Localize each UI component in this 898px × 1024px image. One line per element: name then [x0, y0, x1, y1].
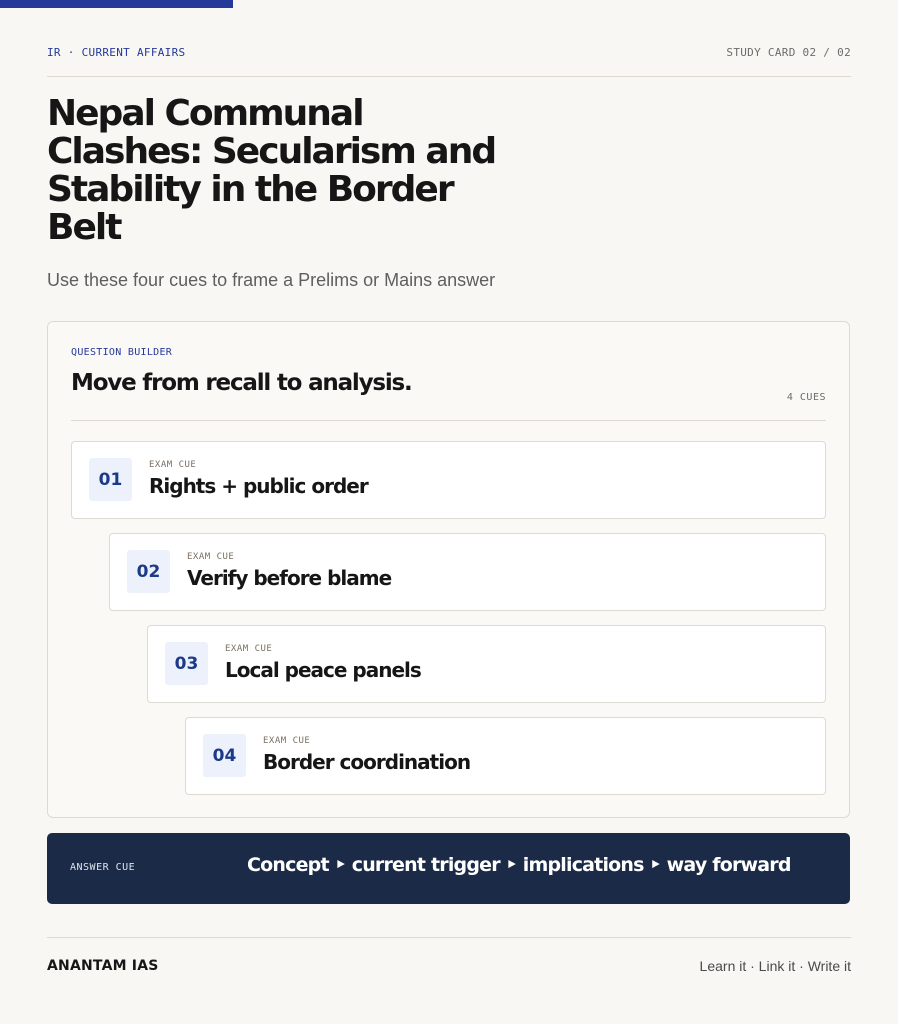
- footer-tagline: Learn it · Link it · Write it: [699, 958, 851, 974]
- cue-card-01: [71, 441, 826, 519]
- cue-label: EXAM CUE: [263, 736, 311, 746]
- cue-label: EXAM CUE: [225, 644, 273, 654]
- cue-number-badge: 02: [127, 550, 170, 593]
- cue-card-02: [109, 533, 826, 611]
- answer-cue-label: ANSWER CUE: [70, 862, 136, 873]
- cue-card-03: [147, 625, 826, 703]
- cue-text: Local peace panels: [225, 658, 421, 682]
- cue-text: Border coordination: [263, 750, 471, 774]
- cue-card-04: [185, 717, 826, 795]
- cue-number-badge: 01: [89, 458, 132, 501]
- top-accent-bar: [0, 0, 233, 8]
- divider: [71, 420, 826, 421]
- cue-label: EXAM CUE: [187, 552, 235, 562]
- page-subtitle: Use these four cues to frame a Prelims or Mains answer: [47, 270, 496, 290]
- brand-name: ANANTAM IAS: [47, 958, 159, 974]
- cue-label: EXAM CUE: [149, 460, 197, 470]
- cue-text: Rights + public order: [149, 474, 368, 498]
- page-title: Nepal Communal Clashes: Secularism and Stability in the Border Belt: [47, 93, 496, 248]
- cue-text: Verify before blame: [187, 566, 392, 590]
- footer-divider: [47, 937, 851, 938]
- card-number: STUDY CARD 02 / 02: [726, 46, 851, 59]
- answer-cue-text: Concept ‣ current trigger ‣ implications ‣ way forward: [247, 854, 791, 876]
- cue-count: 4 CUES: [786, 392, 826, 403]
- answer-cue-band: [47, 833, 850, 904]
- cue-number-badge: 04: [203, 734, 246, 777]
- panel-title: Move from recall to analysis.: [71, 370, 412, 396]
- category-kicker: IR · CURRENT AFFAIRS: [47, 46, 186, 59]
- panel-kicker: QUESTION BUILDER: [71, 347, 173, 358]
- cue-number-badge: 03: [165, 642, 208, 685]
- card-header: [47, 46, 851, 77]
- question-builder-panel: [47, 321, 850, 818]
